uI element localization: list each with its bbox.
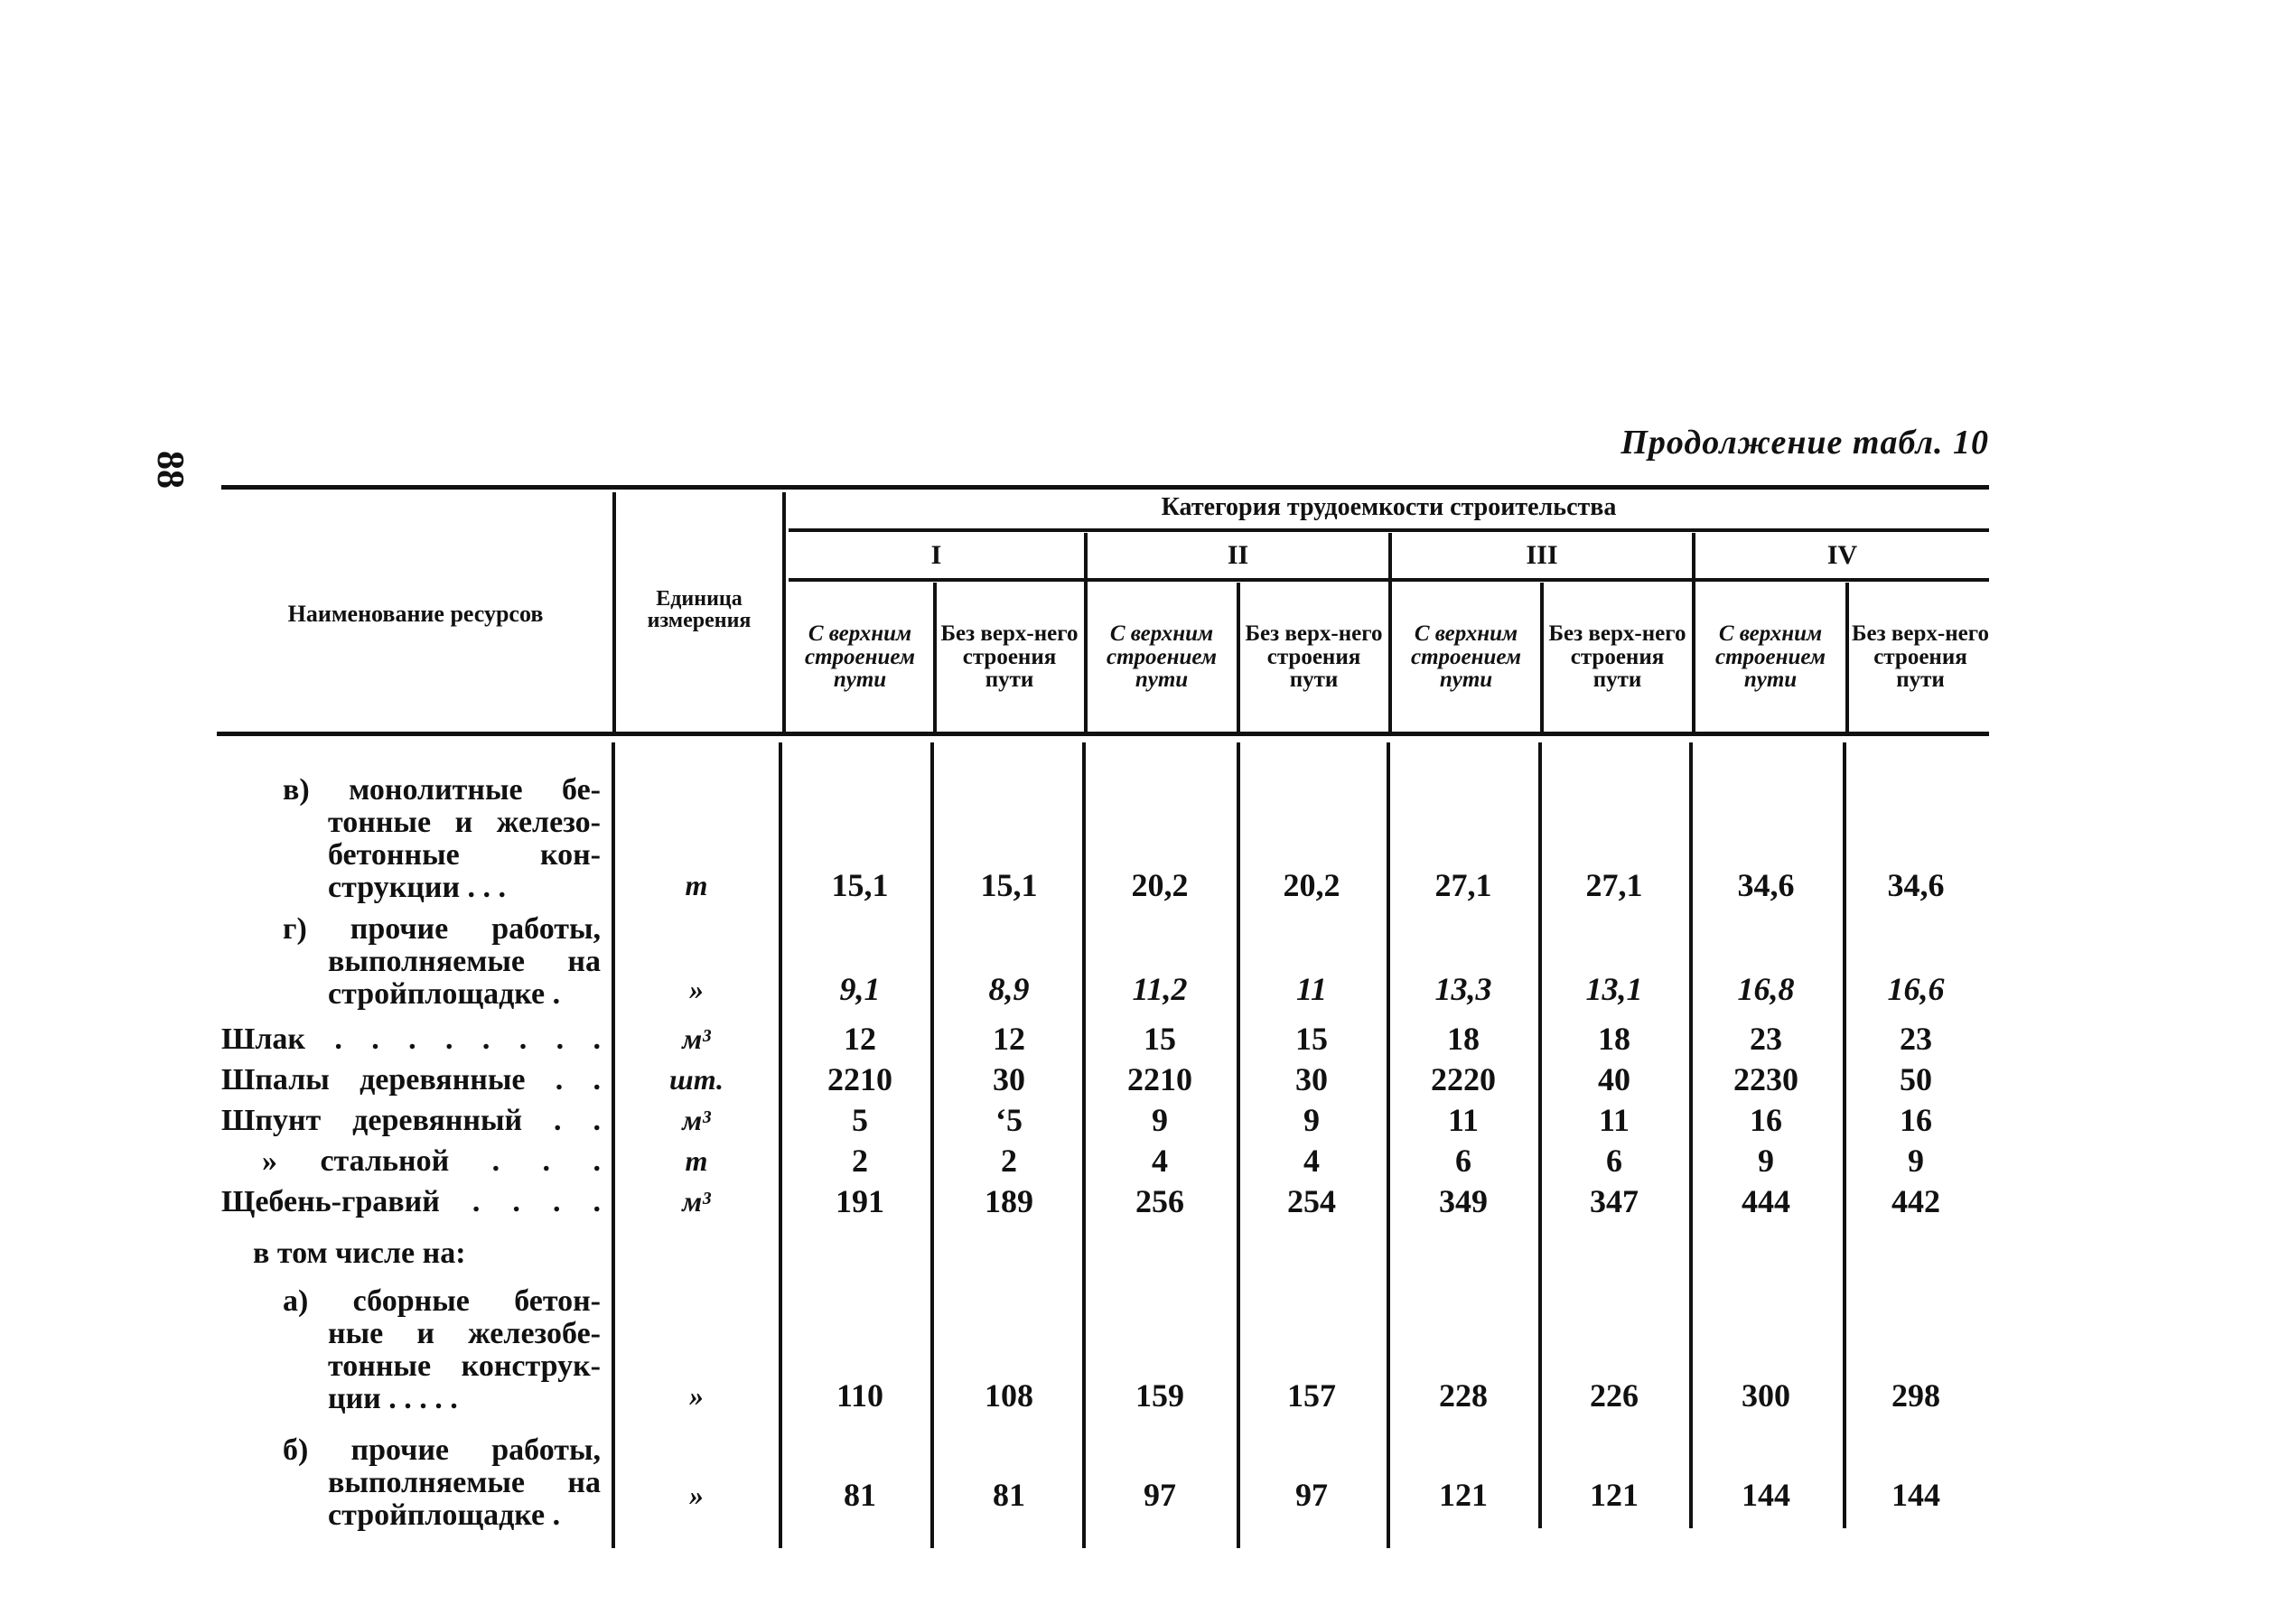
page-number: 88 [149, 451, 191, 489]
header-group-2: II [1227, 539, 1249, 570]
table-cell: 256 [1135, 1183, 1184, 1219]
table-cell: 15,1 [980, 867, 1038, 903]
table-cell: 298 [1891, 1377, 1940, 1414]
row-name-line: стройплощадке . [328, 977, 561, 1011]
category-rule [789, 528, 1989, 532]
row-unit: т [685, 1143, 708, 1177]
row-name: » стальной . . . [262, 1144, 601, 1178]
table-cell: 15 [1295, 1021, 1328, 1057]
row-name-line: тонные конструк- [328, 1349, 601, 1383]
row-unit: шт. [669, 1062, 724, 1096]
header-group-3: III [1526, 539, 1558, 570]
table-cell: 97 [1144, 1477, 1176, 1513]
row-name-line: тонные и железо- [328, 806, 601, 839]
row-name-line: бетонные кон- [328, 838, 601, 872]
table-cell: 8,9 [988, 971, 1030, 1007]
row-name: Шлак . . . . . . . . [221, 1022, 601, 1056]
table-cell: 4 [1152, 1143, 1168, 1179]
body-rule-2 [779, 742, 782, 1548]
table-cell: 347 [1590, 1183, 1639, 1219]
row-unit: » [689, 1478, 704, 1511]
table-cell: 121 [1439, 1477, 1488, 1513]
table-cell: 18 [1598, 1021, 1630, 1057]
table-cell: 5 [852, 1102, 868, 1138]
table-cell: 6 [1606, 1143, 1622, 1179]
header-sub-without-2: Без верх-него строения пути [1245, 621, 1383, 693]
table-cell: 159 [1135, 1377, 1184, 1414]
table-cell: 442 [1891, 1183, 1940, 1219]
header-bottom-rule [217, 732, 1989, 736]
table-cell: 2210 [827, 1061, 892, 1097]
sub-divider-2 [1237, 583, 1240, 732]
body-rule-1 [612, 742, 615, 1548]
header-sub-without-3: Без верх-него строения пути [1548, 621, 1686, 693]
header-category: Категория трудоемкости строительства [1161, 493, 1617, 522]
table-cell: 108 [985, 1377, 1033, 1414]
table-cell: 228 [1439, 1377, 1488, 1414]
table-cell: 12 [844, 1021, 876, 1057]
table-cell: 4 [1303, 1143, 1320, 1179]
unit-col-right-rule [782, 492, 786, 732]
table-cell: 12 [993, 1021, 1025, 1057]
table-cell: 11 [1598, 1102, 1630, 1138]
header-group-1: I [930, 539, 942, 570]
body-rule-4 [1082, 742, 1086, 1548]
table-cell: 121 [1590, 1477, 1639, 1513]
table-cell: 254 [1287, 1183, 1336, 1219]
unit-col-left-rule [612, 492, 616, 732]
row-name-line: ные и железобе- [328, 1317, 601, 1350]
sub-divider-4 [1845, 583, 1849, 732]
table-cell: 9,1 [839, 971, 881, 1007]
table-cell: 20,2 [1131, 867, 1189, 903]
body-rule-9 [1843, 742, 1846, 1528]
table-cell: 30 [1295, 1061, 1328, 1097]
table-cell: 27,1 [1434, 867, 1492, 903]
table-cell: 189 [985, 1183, 1033, 1219]
table-cell: 27,1 [1585, 867, 1643, 903]
header-resource-name: Наименование ресурсов [287, 600, 544, 627]
table-cell: 15,1 [831, 867, 889, 903]
table-cell: 144 [1891, 1477, 1940, 1513]
table-cell: 23 [1750, 1021, 1782, 1057]
table-cell: 11,2 [1132, 971, 1188, 1007]
body-rule-8 [1689, 742, 1693, 1528]
table-cell: 2230 [1733, 1061, 1798, 1097]
row-unit: » [689, 1378, 704, 1412]
table-cell: 9 [1758, 1143, 1774, 1179]
body-rule-3 [930, 742, 934, 1548]
table-cell: 15 [1144, 1021, 1176, 1057]
table-cell: 11 [1295, 971, 1327, 1007]
table-cell: 13,3 [1434, 971, 1492, 1007]
row-unit: м³ [682, 1022, 711, 1055]
row-name: Шпалы деревянные . . [221, 1063, 601, 1097]
table-cell: ‘5 [995, 1102, 1023, 1138]
row-name-line: выполняемые на [328, 1466, 601, 1499]
table-caption: Продолжение табл. 10 [1621, 424, 1989, 462]
table-cell: 2210 [1127, 1061, 1192, 1097]
table-cell: 9 [1908, 1143, 1924, 1179]
table-cell: 18 [1447, 1021, 1480, 1057]
table-cell: 2 [852, 1143, 868, 1179]
table-cell: 34,6 [1887, 867, 1945, 903]
header-sub-without-4: Без верх-него строения пути [1852, 621, 1989, 693]
body-rule-6 [1387, 742, 1390, 1548]
header-sub-with-2: С верхним строением пути [1106, 621, 1218, 693]
table-cell: 226 [1590, 1377, 1639, 1414]
table-cell: 444 [1742, 1183, 1790, 1219]
body-rule-7 [1538, 742, 1542, 1528]
table-cell: 157 [1287, 1377, 1336, 1414]
table-cell: 20,2 [1283, 867, 1340, 903]
header-sub-with-4: С верхним строением пути [1714, 621, 1826, 693]
table-cell: 30 [993, 1061, 1025, 1097]
table-cell: 2 [1001, 1143, 1017, 1179]
table-cell: 9 [1303, 1102, 1320, 1138]
table-cell: 191 [836, 1183, 884, 1219]
row-name-line: стройплощадке . [328, 1498, 561, 1532]
table-cell: 23 [1900, 1021, 1932, 1057]
table-cell: 40 [1598, 1061, 1630, 1097]
table-cell: 81 [993, 1477, 1025, 1513]
header-sub-with-1: С верхним строением пути [804, 621, 916, 693]
body-rule-5 [1237, 742, 1240, 1548]
table-cell: 16,8 [1737, 971, 1795, 1007]
table-cell: 16,6 [1887, 971, 1945, 1007]
table-cell: 349 [1439, 1183, 1488, 1219]
row-name-line: г) прочие работы, [283, 912, 601, 946]
row-unit: т [685, 868, 708, 901]
table-cell: 81 [844, 1477, 876, 1513]
table-cell: 50 [1900, 1061, 1932, 1097]
table-cell: 16 [1900, 1102, 1932, 1138]
header-unit: Единица измерения [647, 586, 752, 632]
sub-divider-3 [1540, 583, 1544, 732]
table-cell: 6 [1455, 1143, 1471, 1179]
table-cell: 11 [1447, 1102, 1479, 1138]
table-cell: 300 [1742, 1377, 1790, 1414]
row-name-line: выполняемые на [328, 945, 601, 978]
row-name: Щебень-гравий . . . . [221, 1185, 601, 1218]
row-name-line: а) сборные бетон- [283, 1284, 601, 1318]
table-cell: 110 [836, 1377, 883, 1414]
table-cell: 34,6 [1737, 867, 1795, 903]
header-group-4: IV [1826, 539, 1858, 570]
table-cell: 144 [1742, 1477, 1790, 1513]
row-name-line: струкции . . . [328, 871, 507, 904]
row-unit: » [689, 972, 704, 1005]
row-name: Шпунт деревянный . . [221, 1104, 601, 1137]
row-name-line: в) монолитные бе- [283, 773, 601, 807]
table-cell: 13,1 [1585, 971, 1643, 1007]
table-cell: 97 [1295, 1477, 1328, 1513]
sub-divider-1 [933, 583, 937, 732]
table-cell: 2220 [1431, 1061, 1496, 1097]
header-sub-without-1: Без верх-него строения пути [940, 621, 1079, 693]
row-name-line: ции . . . . . [328, 1382, 458, 1415]
header-sub-with-3: С верхним строением пути [1410, 621, 1522, 693]
table-cell: 9 [1152, 1102, 1168, 1138]
row-name: в том числе на: [253, 1237, 466, 1270]
row-unit: м³ [682, 1103, 711, 1136]
table-cell: 16 [1750, 1102, 1782, 1138]
row-unit: м³ [682, 1184, 711, 1218]
row-name-line: б) прочие работы, [283, 1433, 601, 1467]
